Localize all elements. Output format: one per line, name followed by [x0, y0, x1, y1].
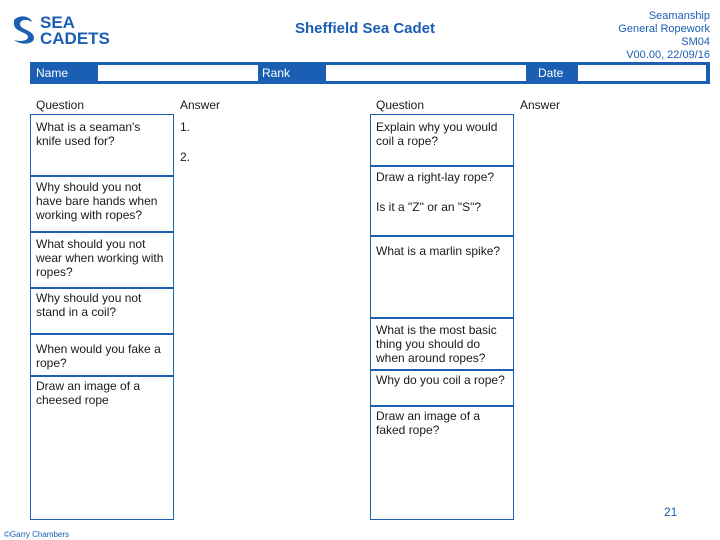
rank-label: Rank — [262, 66, 291, 80]
right-question: Is it a "Z" or an "S"? — [376, 200, 482, 214]
answer-number: 1. — [180, 120, 191, 134]
answer-number: 2. — [180, 150, 191, 164]
left-question-header: Question — [36, 98, 85, 112]
left-question: When would you fake a rope? — [36, 342, 161, 370]
date-field[interactable] — [578, 65, 706, 81]
right-question: Explain why you would coil a rope? — [376, 120, 498, 148]
svg-text:CADETS: CADETS — [40, 29, 110, 46]
rank-field[interactable] — [326, 65, 526, 81]
name-label: Name — [36, 66, 69, 80]
meta-line: Seamanship — [648, 10, 710, 22]
left-answer-header: Answer — [180, 98, 221, 112]
right-question: Draw an image of a faked rope? — [376, 409, 481, 437]
left-question: What should you not wear when working with ropes? — [36, 237, 164, 279]
meta-line: General Ropework — [618, 23, 710, 35]
sea-cadets-logo-icon — [10, 12, 120, 46]
left-question: Why should you not stand in a coil? — [36, 291, 142, 319]
name-field[interactable] — [98, 65, 258, 81]
date-label: Date — [538, 66, 564, 80]
sea-cadets-logo — [10, 12, 120, 46]
page-title: Sheffield Sea Cadet — [294, 20, 436, 37]
right-question-header: Question — [376, 98, 425, 112]
left-question: What is a seaman's knife used for? — [36, 120, 141, 148]
left-question: Draw an image of a cheesed rope — [36, 379, 141, 407]
meta-line: V00.00, 22/09/16 — [626, 49, 710, 61]
form-bar — [30, 62, 710, 84]
right-answer-header: Answer — [520, 98, 561, 112]
document-meta — [550, 10, 710, 62]
svg-text:SEA: SEA — [40, 13, 75, 32]
page-number: 21 — [664, 505, 678, 519]
right-question: What is a marlin spike? — [376, 244, 501, 258]
meta-line: SM04 — [681, 36, 710, 48]
right-question: Why do you coil a rope? — [376, 373, 505, 387]
left-question: Why should you not have bare hands when working with ropes? — [36, 180, 158, 222]
right-question: What is the most basic thing you should do when around ropes? — [376, 323, 497, 365]
copyright-footer: ©Garry Chambers — [4, 530, 70, 539]
right-question: Draw a right-lay rope? — [376, 170, 495, 184]
